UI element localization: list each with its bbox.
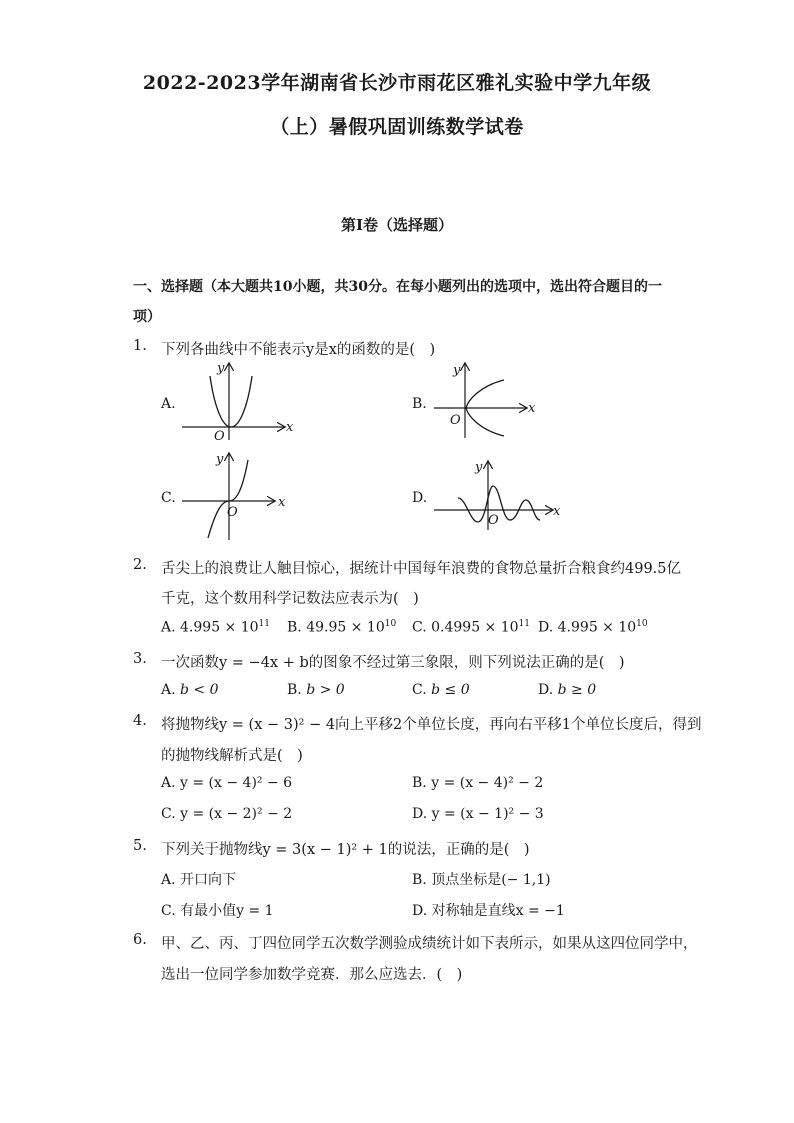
question-number: 2. bbox=[133, 557, 147, 573]
option-label: A. bbox=[161, 775, 176, 791]
option-value: y = (x − 2)² − 2 bbox=[180, 806, 293, 822]
graph-a bbox=[176, 360, 296, 442]
option-label: C. bbox=[161, 806, 176, 822]
option-value: 顶点坐标是(− 1,1) bbox=[431, 872, 551, 888]
option-b[interactable] bbox=[287, 682, 345, 698]
graph-c bbox=[176, 448, 296, 542]
origin-label: O bbox=[450, 413, 461, 428]
option-value: 开口向下 bbox=[180, 872, 237, 888]
option-exponent: 10 bbox=[636, 619, 648, 629]
option-d[interactable] bbox=[538, 619, 648, 636]
option-label: C. bbox=[161, 903, 176, 919]
option-label-b: B. bbox=[412, 396, 427, 412]
option-label: B. bbox=[287, 619, 302, 636]
option-label: A. bbox=[161, 872, 176, 888]
axis-x-label: x bbox=[278, 495, 286, 510]
option-label: D. bbox=[538, 619, 554, 636]
page-title: 2022-2023学年湖南省长沙市雨花区雅礼实验中学九年级 bbox=[142, 72, 652, 94]
option-c[interactable] bbox=[161, 900, 274, 920]
question-number: 6. bbox=[133, 932, 147, 948]
option-value: 4.995 × 10 bbox=[557, 619, 637, 636]
page-title-line2: （上）暑假巩固训练数学试卷 bbox=[270, 116, 524, 138]
question-stem: 甲、乙、丙、丁四位同学五次数学测验成绩统计如下表所示，如果从这四位同学中， bbox=[161, 936, 698, 952]
question-number: 5. bbox=[133, 838, 147, 854]
option-value: b < 0 bbox=[180, 682, 219, 698]
axis-x-label: x bbox=[286, 420, 294, 435]
option-value: 49.95 × 10 bbox=[306, 619, 385, 636]
question-stem-line2: 选出一位同学参加数学竞赛．那么应选去．( ) bbox=[161, 967, 463, 983]
option-c[interactable] bbox=[412, 682, 470, 698]
question-stem: 将抛物线y = (x − 3)² − 4向上平移2个单位长度，再向右平移1个单位长度后，得到 bbox=[161, 717, 702, 733]
question-stem: 一次函数y = −4x + b的图象不经过第三象限，则下列说法正确的是( ) bbox=[161, 655, 625, 671]
option-value: y = (x − 4)² − 2 bbox=[431, 775, 544, 791]
question-number: 1. bbox=[133, 338, 147, 354]
question-number: 4. bbox=[133, 713, 147, 729]
option-b[interactable] bbox=[412, 775, 543, 791]
option-value: 0.4995 × 10 bbox=[431, 619, 519, 636]
option-label: D. bbox=[412, 903, 428, 919]
option-value: b ≤ 0 bbox=[431, 682, 470, 698]
option-value: 对称轴是直线x = −1 bbox=[431, 903, 565, 919]
axis-y-label: y bbox=[217, 361, 225, 376]
option-label: C. bbox=[412, 682, 427, 698]
option-label: D. bbox=[412, 806, 428, 822]
axis-x-label: x bbox=[528, 401, 536, 416]
section-heading: 一、选择题（本大题共10小题，共30分。在每小题列出的选项中，选出符合题目的一 bbox=[133, 279, 662, 295]
question-stem: 舌尖上的浪费让人触目惊心，据统计中国每年浪费的食物总量折合粮食约499.5亿 bbox=[161, 561, 682, 577]
graph-d bbox=[430, 456, 562, 532]
axis-y-label: y bbox=[475, 460, 483, 475]
option-label: C. bbox=[412, 619, 427, 636]
question-number: 3. bbox=[133, 651, 147, 667]
origin-label: O bbox=[214, 429, 225, 442]
option-value: 4.995 × 10 bbox=[180, 619, 259, 636]
option-b[interactable] bbox=[412, 869, 551, 889]
option-label-c: C. bbox=[161, 490, 176, 506]
option-b[interactable] bbox=[287, 619, 396, 636]
question-stem-line2: 千克，这个数用科学记数法应表示为( ) bbox=[161, 591, 419, 607]
option-label: B. bbox=[287, 682, 302, 698]
axis-y-label: y bbox=[453, 363, 461, 378]
option-a[interactable] bbox=[161, 619, 270, 636]
option-exponent: 10 bbox=[384, 619, 397, 629]
option-value: b > 0 bbox=[306, 682, 345, 698]
option-a[interactable] bbox=[161, 869, 236, 889]
question-stem: 下列各曲线中不能表示y是x的函数的是( ) bbox=[161, 342, 436, 358]
option-label-a: A. bbox=[161, 396, 176, 412]
option-label-d: D. bbox=[412, 490, 428, 506]
origin-label: O bbox=[488, 513, 499, 528]
option-c[interactable] bbox=[161, 806, 292, 822]
option-label: B. bbox=[412, 872, 427, 888]
option-a[interactable] bbox=[161, 775, 292, 791]
option-exponent: 11 bbox=[258, 619, 270, 629]
option-value: b ≥ 0 bbox=[557, 682, 597, 698]
axis-y-label: y bbox=[216, 452, 224, 467]
option-label: A. bbox=[161, 682, 176, 698]
question-stem: 下列关于抛物线y = 3(x − 1)² + 1的说法，正确的是( ) bbox=[161, 842, 530, 858]
origin-label: O bbox=[227, 505, 238, 520]
axis-x-label: x bbox=[553, 504, 561, 519]
option-c[interactable] bbox=[412, 619, 530, 636]
option-label: A. bbox=[161, 619, 176, 636]
option-d[interactable] bbox=[412, 900, 565, 920]
option-label: D. bbox=[538, 682, 554, 698]
graph-b bbox=[430, 360, 540, 440]
option-d[interactable] bbox=[538, 682, 596, 698]
question-stem-line2: 的抛物线解析式是( ) bbox=[161, 748, 303, 764]
option-value: y = (x − 4)² − 6 bbox=[180, 775, 293, 791]
option-value: 有最小值y = 1 bbox=[180, 903, 274, 919]
option-d[interactable] bbox=[412, 806, 544, 822]
option-exponent: 11 bbox=[518, 619, 531, 629]
volume-heading: 第Ⅰ卷（选择题） bbox=[340, 216, 454, 234]
option-value: y = (x − 1)² − 3 bbox=[431, 806, 544, 822]
section-heading-line2: 项） bbox=[133, 309, 161, 325]
option-label: B. bbox=[412, 775, 427, 791]
option-a[interactable] bbox=[161, 682, 219, 698]
